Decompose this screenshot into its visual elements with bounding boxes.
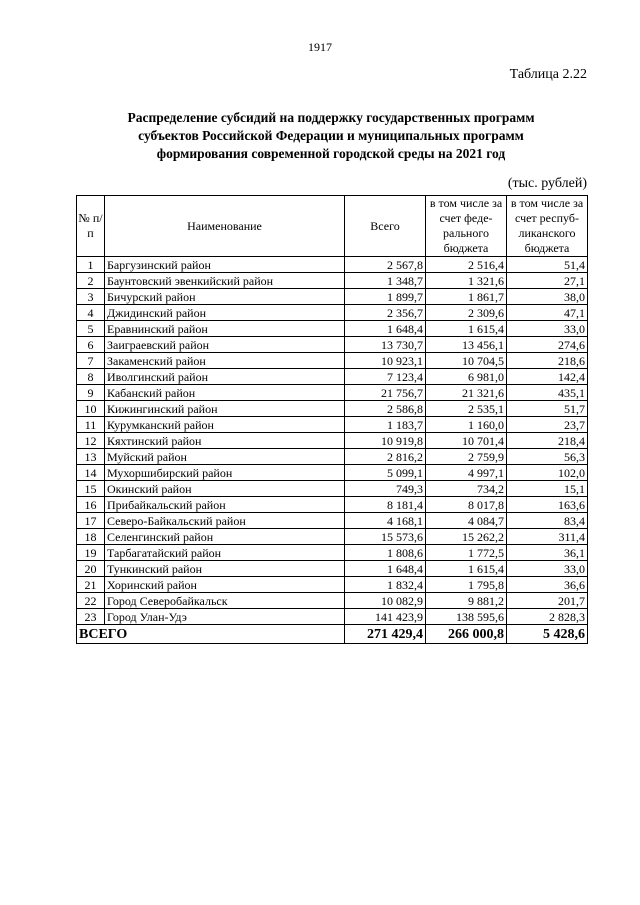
total-label: ВСЕГО: [77, 625, 345, 644]
table-row: [77, 337, 588, 353]
cell-total: 2 356,7: [345, 305, 426, 321]
cell-republic: 218,6: [507, 353, 588, 369]
total-row: [77, 625, 588, 644]
cell-total: 1 183,7: [345, 417, 426, 433]
cell-num: 23: [77, 609, 105, 625]
cell-num: 10: [77, 401, 105, 417]
table-row: [77, 433, 588, 449]
cell-name: Джидинский район: [105, 305, 345, 321]
cell-num: 5: [77, 321, 105, 337]
cell-total: 10 923,1: [345, 353, 426, 369]
cell-name: Бичурский район: [105, 289, 345, 305]
subsidy-table: [76, 195, 588, 644]
table-row: [77, 513, 588, 529]
cell-federal: 2 309,6: [426, 305, 507, 321]
cell-total: 1 832,4: [345, 577, 426, 593]
cell-total: 8 181,4: [345, 497, 426, 513]
title-line: формирования современной городской среды на 2021 год: [156, 146, 506, 161]
cell-federal: 1 615,4: [426, 561, 507, 577]
cell-name: Тункинский район: [105, 561, 345, 577]
cell-republic: 23,7: [507, 417, 588, 433]
cell-name: Кижингинский район: [105, 401, 345, 417]
total-republic: 5 428,6: [507, 625, 588, 644]
cell-name: Мухоршибирский район: [105, 465, 345, 481]
units-label: (тыс. рублей): [507, 176, 587, 191]
cell-republic: 51,7: [507, 401, 588, 417]
cell-federal: 1 772,5: [426, 545, 507, 561]
cell-total: 749,3: [345, 481, 426, 497]
cell-name: Город Улан-Удэ: [105, 609, 345, 625]
cell-name: Баргузинский район: [105, 257, 345, 273]
cell-num: 2: [77, 273, 105, 289]
cell-name: Северо-Байкальский район: [105, 513, 345, 529]
cell-total: 7 123,4: [345, 369, 426, 385]
cell-name: Закаменский район: [105, 353, 345, 369]
cell-name: Заиграевский район: [105, 337, 345, 353]
cell-name: Баунтовский эвенкийский район: [105, 273, 345, 289]
cell-total: 2 586,8: [345, 401, 426, 417]
header-republic: в том числе за счет респуб-ликанского бюджета: [507, 196, 588, 257]
header-name: Наименование: [105, 196, 345, 257]
cell-name: Окинский район: [105, 481, 345, 497]
cell-republic: 33,0: [507, 321, 588, 337]
cell-num: 14: [77, 465, 105, 481]
cell-name: Курумканский район: [105, 417, 345, 433]
header-num: № п/п: [77, 196, 105, 257]
cell-total: 10 919,8: [345, 433, 426, 449]
cell-num: 11: [77, 417, 105, 433]
cell-name: Город Северобайкальск: [105, 593, 345, 609]
cell-republic: 435,1: [507, 385, 588, 401]
cell-total: 1 899,7: [345, 289, 426, 305]
cell-num: 21: [77, 577, 105, 593]
cell-republic: 33,0: [507, 561, 588, 577]
table-row: [77, 449, 588, 465]
header-total: Всего: [345, 196, 426, 257]
cell-federal: 2 759,9: [426, 449, 507, 465]
table-row: [77, 529, 588, 545]
cell-federal: 2 535,1: [426, 401, 507, 417]
cell-total: 15 573,6: [345, 529, 426, 545]
cell-republic: 218,4: [507, 433, 588, 449]
cell-federal: 8 017,8: [426, 497, 507, 513]
cell-republic: 51,4: [507, 257, 588, 273]
cell-federal: 1 795,8: [426, 577, 507, 593]
table-row: [77, 353, 588, 369]
title-line: субъектов Российской Федерации и муниципальных программ: [138, 128, 524, 143]
title-line: Распределение субсидий на поддержку государственных программ: [127, 110, 535, 125]
cell-republic: 274,6: [507, 337, 588, 353]
cell-num: 3: [77, 289, 105, 305]
cell-republic: 27,1: [507, 273, 588, 289]
cell-federal: 1 160,0: [426, 417, 507, 433]
cell-num: 16: [77, 497, 105, 513]
table-label: Таблица 2.22: [509, 67, 587, 82]
table-row: [77, 609, 588, 625]
cell-federal: 138 595,6: [426, 609, 507, 625]
table-row: [77, 577, 588, 593]
cell-num: 4: [77, 305, 105, 321]
cell-federal: 4 084,7: [426, 513, 507, 529]
cell-federal: 21 321,6: [426, 385, 507, 401]
cell-total: 10 082,9: [345, 593, 426, 609]
table-row: [77, 417, 588, 433]
cell-name: Кабанский район: [105, 385, 345, 401]
cell-name: Иволгинский район: [105, 369, 345, 385]
cell-republic: 15,1: [507, 481, 588, 497]
cell-num: 7: [77, 353, 105, 369]
cell-republic: 83,4: [507, 513, 588, 529]
cell-name: Прибайкальский район: [105, 497, 345, 513]
cell-federal: 734,2: [426, 481, 507, 497]
cell-republic: 38,0: [507, 289, 588, 305]
table-row: [77, 257, 588, 273]
cell-total: 4 168,1: [345, 513, 426, 529]
cell-total: 1 648,4: [345, 561, 426, 577]
cell-total: 2 567,8: [345, 257, 426, 273]
cell-name: Хоринский район: [105, 577, 345, 593]
page-number: 1917: [308, 40, 332, 54]
cell-republic: 47,1: [507, 305, 588, 321]
document-title: [76, 109, 586, 163]
table-row: [77, 385, 588, 401]
cell-num: 17: [77, 513, 105, 529]
cell-federal: 15 262,2: [426, 529, 507, 545]
table-row: [77, 273, 588, 289]
cell-federal: 6 981,0: [426, 369, 507, 385]
table-row: [77, 289, 588, 305]
table-row: [77, 305, 588, 321]
cell-num: 9: [77, 385, 105, 401]
total-all: 271 429,4: [345, 625, 426, 644]
table-row: [77, 593, 588, 609]
cell-total: 2 816,2: [345, 449, 426, 465]
cell-republic: 56,3: [507, 449, 588, 465]
table-row: [77, 481, 588, 497]
cell-name: Селенгинский район: [105, 529, 345, 545]
cell-num: 13: [77, 449, 105, 465]
cell-total: 1 648,4: [345, 321, 426, 337]
cell-republic: 2 828,3: [507, 609, 588, 625]
table-row: [77, 369, 588, 385]
cell-federal: 4 997,1: [426, 465, 507, 481]
cell-federal: 13 456,1: [426, 337, 507, 353]
cell-republic: 311,4: [507, 529, 588, 545]
cell-num: 18: [77, 529, 105, 545]
cell-federal: 9 881,2: [426, 593, 507, 609]
cell-num: 6: [77, 337, 105, 353]
cell-republic: 36,1: [507, 545, 588, 561]
table-row: [77, 545, 588, 561]
cell-republic: 201,7: [507, 593, 588, 609]
cell-name: Муйский район: [105, 449, 345, 465]
table-header-row: [77, 196, 588, 257]
cell-total: 21 756,7: [345, 385, 426, 401]
cell-federal: 1 321,6: [426, 273, 507, 289]
cell-total: 1 808,6: [345, 545, 426, 561]
cell-name: Тарбагатайский район: [105, 545, 345, 561]
table-row: [77, 465, 588, 481]
cell-total: 5 099,1: [345, 465, 426, 481]
cell-num: 1: [77, 257, 105, 273]
table-row: [77, 321, 588, 337]
cell-num: 15: [77, 481, 105, 497]
cell-federal: 1 615,4: [426, 321, 507, 337]
cell-republic: 163,6: [507, 497, 588, 513]
cell-num: 8: [77, 369, 105, 385]
cell-federal: 2 516,4: [426, 257, 507, 273]
cell-federal: 1 861,7: [426, 289, 507, 305]
cell-num: 20: [77, 561, 105, 577]
cell-federal: 10 701,4: [426, 433, 507, 449]
cell-name: Еравнинский район: [105, 321, 345, 337]
cell-republic: 102,0: [507, 465, 588, 481]
cell-total: 1 348,7: [345, 273, 426, 289]
cell-name: Кяхтинский район: [105, 433, 345, 449]
table-row: [77, 561, 588, 577]
table-body: [77, 257, 588, 625]
total-federal: 266 000,8: [426, 625, 507, 644]
cell-num: 19: [77, 545, 105, 561]
cell-total: 141 423,9: [345, 609, 426, 625]
cell-republic: 142,4: [507, 369, 588, 385]
cell-total: 13 730,7: [345, 337, 426, 353]
cell-num: 12: [77, 433, 105, 449]
header-federal: в том числе за счет феде-рального бюджета: [426, 196, 507, 257]
table-row: [77, 497, 588, 513]
cell-republic: 36,6: [507, 577, 588, 593]
cell-federal: 10 704,5: [426, 353, 507, 369]
table-row: [77, 401, 588, 417]
cell-num: 22: [77, 593, 105, 609]
